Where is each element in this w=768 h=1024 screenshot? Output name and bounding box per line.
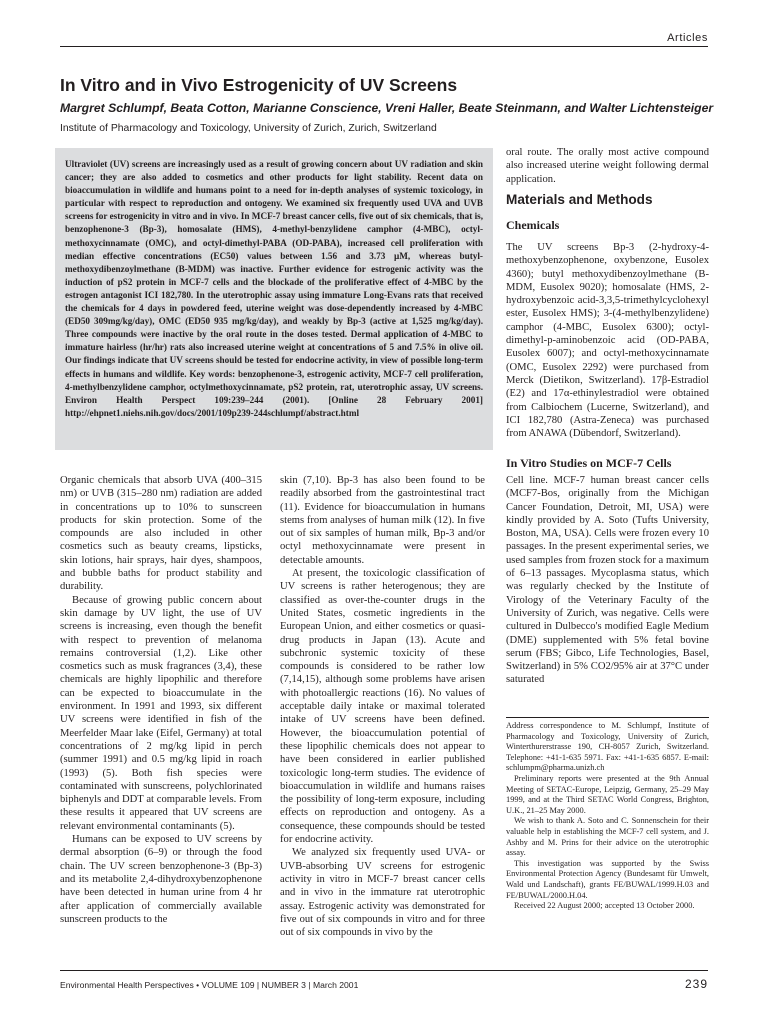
- section-heading-methods: Materials and Methods: [506, 192, 653, 207]
- body-column-3: [506, 474, 709, 687]
- paragraph: At present, the toxicologic classification of UV screens is rather heterogenous; they are classified as over-the-counter drugs in the United States, cosmetic ingredients in the European Union, and either cosmetics or quasi-drug products in Japan (13). Acute and subchronic systemic toxicity of these compounds is considered to be rather low (7,14,15), although some problems have arisen with photoallergic reactions (16). No values of acceptable daily intake or maximal tolerated intake of UV screens have been defined. However, the bioaccumulation potential of these lipophilic chemicals does not appear to have been considered in earlier published toxicologic long-term studies. The evidence of bioaccumulation in wildlife and humans raises the possibility of long-term exposure, including effects on reproduction and ontogeny. As a consequence, these compounds should be tested for endocrine activity.: [280, 568, 485, 846]
- article-title: In Vitro and in Vivo Estrogenicity of UV Screens: [60, 75, 458, 95]
- correspondence-note: Address correspondence to M. Schlumpf, Institute of Pharmacology and Toxicology, University of Zurich, Winterthurerstrasse 190, CH-8057 Zurich, Switzerland. Telephone: +41-1-635 5971. Fax: +41-1-635 6857. E-mail: schlumpm@pharma.unizh.ch: [506, 721, 709, 773]
- body-column-2: [280, 474, 485, 939]
- paragraph: oral route. The orally most active compound also increased uterine weight following dermal application.: [506, 147, 709, 185]
- bottom-rule: [60, 970, 708, 971]
- author-list: Margret Schlumpf, Beata Cotton, Marianne Conscience, Vreni Haller, Beate Steinmann, and Walter Lichtensteiger: [60, 101, 714, 115]
- affiliation: Institute of Pharmacology and Toxicology, University of Zurich, Zurich, Switzerland: [60, 123, 437, 134]
- journal-footer: Environmental Health Perspectives • VOLUME 109 | NUMBER 3 | March 2001: [60, 980, 359, 990]
- paragraph: Because of growing public concern about skin damage by UV light, the use of UV screens is increasing, even though the benefit with respect to prevention of melanoma remains controversial (1,2). Like other cosmetics such as musk fragrances (3,4), these chemicals are highly lipophilic and therefore can be expected to bioaccumulate in the environment. In 1991 and 1993, six different UV screens were identified in fish of the Meerfelder Maar lake (Eifel, Germany) at total concentrations of 2 mg/kg lipid in perch (summer 1991) and 0.5 mg/kg lipid in roach (1993) (5). Both fish species were contaminated with sunscreens, polychlorinated biphenyls and DDT at comparable levels. From these results it appeared that UV screens are relevant environmental contaminants (5).: [60, 594, 262, 832]
- page-number: 239: [684, 977, 708, 991]
- body-column-1: [60, 474, 262, 926]
- top-rule: [60, 46, 708, 47]
- footnote: We wish to thank A. Soto and C. Sonnenschein for their valuable help in establishing the MCF-7 cell system, and J. Ashby and M. Prins for their advice on the uterotrophic assay.: [506, 816, 709, 858]
- section-label: Articles: [667, 32, 708, 44]
- author-notes: [506, 717, 709, 912]
- body-column-3-intro: [506, 146, 709, 186]
- abstract-text: Ultraviolet (UV) screens are increasingly used as a result of growing concern about UV radiation and skin cancer; they are also added to cosmetics and other products for light stability. Recent data on bioaccumulation in wildlife and humans point to a need for in-depth analyses of systemic toxicology, in particular with respect to reproduction and ontogeny. We examined six frequently used UVA and UVB screens for estrogenicity in vitro and in vivo. In MCF-7 breast cancer cells, five out of six chemicals, that is, benzophenone-3 (Bp-3), homosalate (HMS), 4-methyl-benzylidene camphor (4-MBC), octyl-methoxycinnamate (OMC), and octyl-dimethyl-PABA (OD-PABA), increased cell proliferation with median effective concentrations (EC50) values between 1.56 and 3.73 µM, whereas butyl-methoxydibenzoylmethane (B-MDM) was inactive. Further evidence for estrogenic activity was the induction of pS2 protein in MCF-7 cells and the blockade of the proliferative effect of 4-MBC by the estrogen antagonist ICI 182,780. In the uterotrophic assay using immature Long-Evans rats that received the chemicals for 4 days in powdered feed, uterine weight was dose-dependently increased by 4-MBC (ED50 309mg/kg/day), OMC (ED50 935 mg/kg/day), and weakly by Bp-3 (active at 1,525 mg/kg/day). Three compounds were inactive by the oral route in the doses tested. Dermal application of 4-MBC to immature hairless (hr/hr) rats also increased uterine weight at concentrations of 5 and 7.5% in olive oil. Our findings indicate that UV screens should be tested for endocrine activity, in view of possible long-term effects in humans and wildlife. Key words: benzophenone-3, estrogenic activity, MCF-7 cell proliferation, 4-methylbenzylidene camphor, octylmethoxycinnamate, pS2 protein, rat, uterotrophic assay, UV screens. Environ Health Perspect 109:239–244 (2001). [Online 28 February 2001] http://ehpnet1.niehs.nih.gov/docs/2001/109p239-244schlumpf/abstract.html: [65, 159, 483, 418]
- paragraph: Humans can be exposed to UV screens by dermal absorption (6–9) or through the food chain. The UV screen benzophenone-3 (Bp-3) and its metabolite 2,4-dihydroxybenzophenone have been detected in human urine from 4 hr after application of commercially available sunscreen products to the: [60, 834, 262, 925]
- subsection-heading-chemicals: Chemicals: [506, 218, 560, 232]
- footnote: Preliminary reports were presented at the 9th Annual Meeting of SETAC-Europe, Leipzig, Germany, 25–29 May 1999, and at the Third SETAC World Congress, Brighton, U.K., 21–25 May 2000.: [506, 773, 709, 815]
- paragraph: skin (7,10). Bp-3 has also been found to be readily absorbed from the gastrointestinal tract (11). Evidence for bioaccumulation in humans stems from analyses of human milk (12). In five out of six samples of human milk, Bp-3 and/or octyl methoxycinnamate were present in detectable amounts.: [280, 475, 485, 566]
- paragraph: We analyzed six frequently used UVA- or UVB-absorbing UV screens for estrogenic activity in vitro in MCF-7 breast cancer cells and in vivo in the immature rat uterotrophic assay. Estrogenic activity was demonstrated for five out of six compounds in vitro and for three out of six compounds in vivo by the: [280, 847, 485, 939]
- paragraph: Organic chemicals that absorb UVA (400–315 nm) or UVB (315–280 nm) radiation are added in concentrations up to 10% to sunscreen products for skin protection. Some of the compounds are also included in other cosmetics such as beauty creams, lipsticks, skin lotions, hair sprays, hair dyes, shampoos, and bubble baths for product stability and durability.: [60, 475, 262, 593]
- abstract-box: [55, 148, 493, 450]
- cell-line-paragraph: Cell line. MCF-7 human breast cancer cells (MCF7-Bos, originally from the Michigan Cancer Foundation, Detroit, MI, USA) were kindly provided by A. Soto (Tufts University, Boston, MA, USA). Cells were frozen every 10 passages. In the present experimental series, we used samples from frozen stock for a maximum of 6–13 passages. Mycoplasma status, which was regularly checked by the Institute of Virology of the Veterinary Faculty of the University of Zurich, was negative. Cells were cultured in Dulbecco's modified Eagle Medium (DME) supplemented with 5% fetal bovine serum (FBS; Gibco, Life Technologies, Basel, Switzerland) in 5% CO2/95% air at 37°C under saturated: [506, 475, 709, 686]
- subsection-heading-invitro: In Vitro Studies on MCF-7 Cells: [506, 456, 672, 470]
- footnote: Received 22 August 2000; accepted 13 October 2000.: [514, 901, 695, 911]
- footnote: This investigation was supported by the Swiss Environmental Protection Agency (Bundesamt für Umwelt, Wald und Landschaft), grants FE/BUWAL/1999.H.03 and FE/BUWAL/2000.H.04.: [506, 858, 709, 900]
- chemicals-paragraph: The UV screens Bp-3 (2-hydroxy-4-methoxybenzophenone, oxybenzone, Eusolex 4360); butyl methoxydibenzoylmethane (B-MDM, Eusolex 9020); homosalate (HMS, 2-hydroxybenzoic acid-3,3,5-trimethylcyclohexyl ester, Eusolex HMS); 3-(4-methylbenzylidene) camphor (4-MBC, Eusolex 6300); octyl-dimethyl-p-aminobenzoic acid (OD-PABA, Eusolex 6007); and octyl-methoxycinnamate (OMC, Eusolex 2292) were purchased from Merck (Dietikon, Switzerland). 17β-Estradiol (E2) and 17α-ethinylestradiol were obtained from Calbiochem (Lucerne, Switzerland), and ICI 182,780 (Astra-Zeneca) was purchased from ANAWA (Dübendorf, Switzerland).: [506, 242, 709, 440]
